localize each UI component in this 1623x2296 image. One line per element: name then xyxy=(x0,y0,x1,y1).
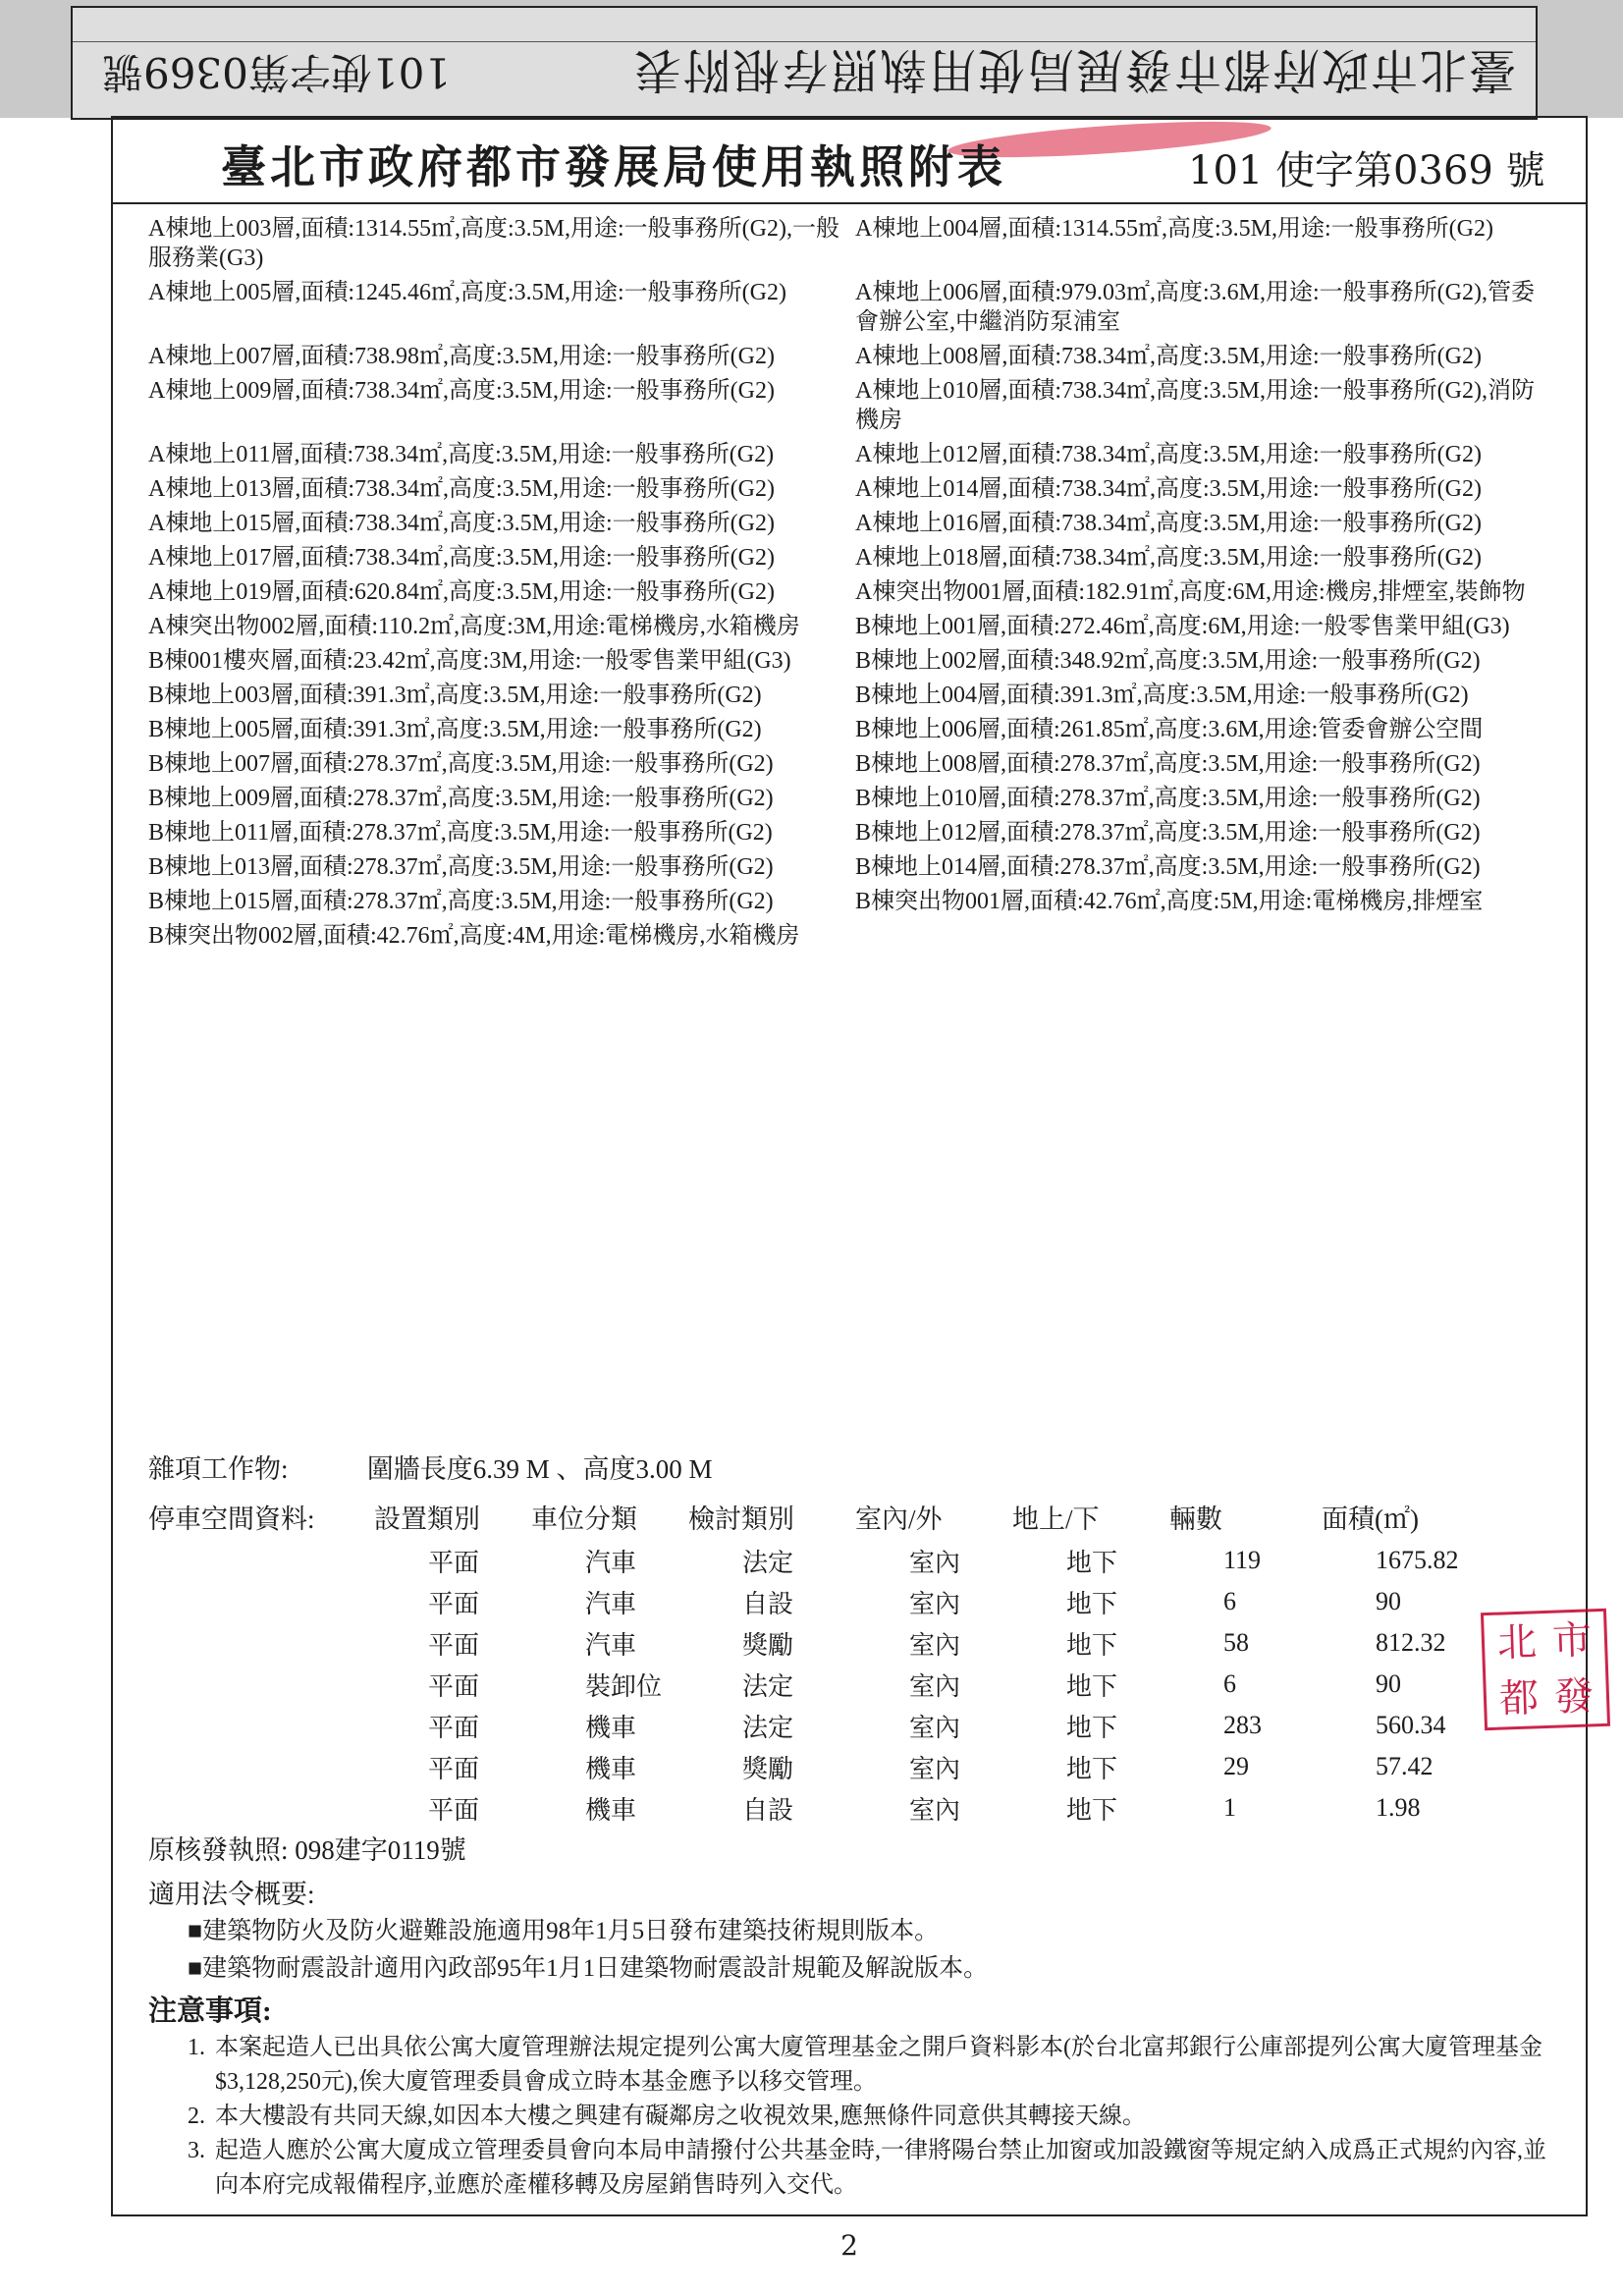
floor-entry: A棟地上003層,面積:1314.55㎡,高度:3.5M,用途:一般事務所(G2),一般服務業(G3) xyxy=(148,216,839,271)
floor-row xyxy=(148,612,1572,641)
floor-row xyxy=(148,852,1572,882)
parking-cell: 地下 xyxy=(1066,1713,1118,1742)
parking-cell: 汽車 xyxy=(585,1589,637,1618)
parking-cell: 法定 xyxy=(742,1713,794,1742)
notes-title: 注意事項: xyxy=(148,1995,272,2027)
floor-entry: B棟突出物002層,面積:42.76㎡,高度:4M,用途:電梯機房,水箱機房 xyxy=(148,923,800,949)
parking-row xyxy=(148,1746,1503,1787)
parking-cell: 室內 xyxy=(909,1795,961,1825)
floor-entry: A棟地上015層,面積:738.34㎡,高度:3.5M,用途:一般事務所(G2) xyxy=(148,511,775,536)
parking-cell: 地下 xyxy=(1066,1671,1118,1701)
parking-header-row xyxy=(148,1493,1503,1540)
note-text: 起造人應於公寓大廈成立管理委員會向本局申請撥付公共基金時,一律將陽台禁止加窗或加設鐵窗等規定納入成爲正式規約內容,並向本府完成報備程序,並應於產權移轉及房屋銷售時列入交代。 xyxy=(215,2138,1546,2198)
floor-row xyxy=(148,278,1572,337)
stub-number: 101使字第0369號 xyxy=(102,48,452,96)
stub-header-box xyxy=(71,6,1538,120)
parking-cell: 地下 xyxy=(1066,1548,1118,1577)
parking-cell: 室內 xyxy=(909,1548,961,1577)
floor-row xyxy=(148,474,1572,504)
parking-label: 停車空間資料: xyxy=(148,1503,315,1534)
parking-cell: 6 xyxy=(1223,1669,1236,1698)
floor-entry xyxy=(855,921,1562,951)
floor-row xyxy=(148,784,1572,813)
document-title: 臺北市政府都市發展局使用執照附表 xyxy=(221,140,1006,193)
parking-col-header: 車位分類 xyxy=(531,1503,637,1534)
floor-row xyxy=(148,376,1572,435)
floor-entry: B棟地上002層,面積:348.92㎡,高度:3.5M,用途:一般事務所(G2) xyxy=(855,648,1481,674)
parking-cell: 58 xyxy=(1223,1628,1249,1657)
floor-entry: A棟地上018層,面積:738.34㎡,高度:3.5M,用途:一般事務所(G2) xyxy=(855,545,1482,571)
floor-row xyxy=(148,440,1572,469)
floor-entry: B棟突出物001層,面積:42.76㎡,高度:5M,用途:電梯機房,排煙室 xyxy=(855,889,1484,914)
floor-entry: B棟地上014層,面積:278.37㎡,高度:3.5M,用途:一般事務所(G2) xyxy=(855,854,1481,880)
law-item: ■建築物耐震設計適用內政部95年1月1日建築物耐震設計規範及解說版本。 xyxy=(188,1955,989,1982)
misc-works xyxy=(148,1448,713,1486)
parking-cell: 獎勵 xyxy=(742,1754,794,1783)
parking-cell: 1 xyxy=(1223,1793,1236,1822)
parking-cell: 平面 xyxy=(428,1548,480,1577)
parking-cell: 平面 xyxy=(428,1589,480,1618)
floor-entry: B棟地上004層,面積:391.3㎡,高度:3.5M,用途:一般事務所(G2) xyxy=(855,683,1469,708)
law-item: ■建築物防火及防火避難設施適用98年1月5日發布建築技術規則版本。 xyxy=(188,1918,940,1944)
applicable-laws xyxy=(148,1876,988,1988)
license-number: 101 使字第0369 號 xyxy=(1188,148,1545,193)
floor-entry: A棟地上008層,面積:738.34㎡,高度:3.5M,用途:一般事務所(G2) xyxy=(855,344,1482,369)
parking-cell: 室內 xyxy=(909,1630,961,1660)
parking-cell: 獎勵 xyxy=(742,1630,794,1660)
parking-row xyxy=(148,1540,1503,1581)
parking-col-header: 地上/下 xyxy=(1012,1503,1100,1534)
note-item xyxy=(148,2031,1560,2100)
note-item xyxy=(148,2134,1560,2203)
floor-row xyxy=(148,543,1572,573)
parking-cell: 機車 xyxy=(585,1754,637,1783)
floor-entry: B棟地上007層,面積:278.37㎡,高度:3.5M,用途:一般事務所(G2) xyxy=(148,751,774,777)
floor-entry: B棟地上006層,面積:261.85㎡,高度:3.6M,用途:管委會辦公空間 xyxy=(855,717,1484,742)
parking-col-header: 檢討類別 xyxy=(688,1503,794,1534)
floor-entry: B棟地上008層,面積:278.37㎡,高度:3.5M,用途:一般事務所(G2) xyxy=(855,751,1481,777)
notes-section xyxy=(148,1989,1560,2203)
note-number: 1. xyxy=(188,2035,205,2060)
original-value: 098建字0119號 xyxy=(295,1835,466,1865)
parking-row xyxy=(148,1622,1503,1664)
parking-col-header: 輛數 xyxy=(1169,1503,1222,1534)
parking-cell: 法定 xyxy=(742,1671,794,1701)
floor-entry: A棟地上017層,面積:738.34㎡,高度:3.5M,用途:一般事務所(G2) xyxy=(148,545,775,571)
parking-table xyxy=(148,1493,1503,1829)
document-frame xyxy=(111,116,1588,2262)
floor-entry: A棟地上013層,面積:738.34㎡,高度:3.5M,用途:一般事務所(G2) xyxy=(148,476,775,502)
floor-row xyxy=(148,681,1572,710)
floor-list xyxy=(148,214,1572,956)
parking-cell: 地下 xyxy=(1066,1630,1118,1660)
parking-cell: 平面 xyxy=(428,1713,480,1742)
stub-flipped-text xyxy=(73,42,1536,116)
floor-entry: A棟地上012層,面積:738.34㎡,高度:3.5M,用途:一般事務所(G2) xyxy=(855,442,1482,467)
laws-title: 適用法令概要: xyxy=(148,1880,315,1909)
floor-row xyxy=(148,749,1572,779)
misc-value: 圍牆長度6.39 M 、高度3.00 M xyxy=(366,1454,713,1484)
parking-cell: 560.34 xyxy=(1376,1711,1446,1739)
floor-entry: B棟地上015層,面積:278.37㎡,高度:3.5M,用途:一般事務所(G2) xyxy=(148,889,774,914)
parking-cell: 室內 xyxy=(909,1754,961,1783)
parking-cell: 自設 xyxy=(742,1795,794,1825)
parking-cell: 室內 xyxy=(909,1713,961,1742)
floor-row xyxy=(148,509,1572,538)
seal-char: 北 xyxy=(1496,1618,1538,1667)
floor-row xyxy=(148,342,1572,371)
floor-entry: A棟地上005層,面積:1245.46㎡,高度:3.5M,用途:一般事務所(G2) xyxy=(148,280,786,305)
parking-col-header: 室內/外 xyxy=(855,1503,943,1534)
floor-entry: A棟地上006層,面積:979.03㎡,高度:3.6M,用途:一般事務所(G2),管委會辦公室,中繼消防泵浦室 xyxy=(855,280,1535,335)
floor-entry: A棟地上011層,面積:738.34㎡,高度:3.5M,用途:一般事務所(G2) xyxy=(148,442,775,467)
floor-row xyxy=(148,887,1572,916)
floor-entry: A棟地上010層,面積:738.34㎡,高度:3.5M,用途:一般事務所(G2),消防機房 xyxy=(855,378,1535,433)
floor-row xyxy=(148,818,1572,847)
parking-col-header: 設置類別 xyxy=(374,1503,480,1534)
parking-cell: 平面 xyxy=(428,1754,480,1783)
floor-entry: B棟001樓夾層,面積:23.42㎡,高度:3M,用途:一般零售業甲組(G3) xyxy=(148,648,791,674)
parking-cell: 地下 xyxy=(1066,1589,1118,1618)
parking-cell: 812.32 xyxy=(1376,1628,1446,1657)
parking-row xyxy=(148,1787,1503,1829)
floor-row xyxy=(148,715,1572,744)
parking-cell: 機車 xyxy=(585,1795,637,1825)
parking-cell: 地下 xyxy=(1066,1795,1118,1825)
parking-col-header: 面積(㎡) xyxy=(1322,1503,1419,1534)
parking-cell: 6 xyxy=(1223,1587,1236,1615)
floor-entry: A棟地上004層,面積:1314.55㎡,高度:3.5M,用途:一般事務所(G2) xyxy=(855,216,1493,242)
parking-row xyxy=(148,1581,1503,1622)
parking-cell: 1675.82 xyxy=(1376,1546,1459,1574)
seal-char: 發 xyxy=(1553,1672,1595,1721)
floor-row xyxy=(148,214,1572,273)
floor-entry: A棟地上019層,面積:620.84㎡,高度:3.5M,用途:一般事務所(G2) xyxy=(148,579,775,605)
parking-cell: 室內 xyxy=(909,1671,961,1701)
seal-char: 市 xyxy=(1551,1616,1593,1665)
parking-cell: 室內 xyxy=(909,1589,961,1618)
floor-entry: A棟地上007層,面積:738.98㎡,高度:3.5M,用途:一般事務所(G2) xyxy=(148,344,775,369)
floor-entry: B棟地上005層,面積:391.3㎡,高度:3.5M,用途:一般事務所(G2) xyxy=(148,717,762,742)
floor-entry: B棟地上011層,面積:278.37㎡,高度:3.5M,用途:一般事務所(G2) xyxy=(148,820,773,846)
floor-entry: B棟地上012層,面積:278.37㎡,高度:3.5M,用途:一般事務所(G2) xyxy=(855,820,1481,846)
floor-entry: A棟地上009層,面積:738.34㎡,高度:3.5M,用途:一般事務所(G2) xyxy=(148,378,775,404)
note-number: 2. xyxy=(188,2104,205,2129)
note-number: 3. xyxy=(188,2138,205,2163)
official-seal-stamp xyxy=(1481,1609,1610,1730)
floor-entry: B棟地上001層,面積:272.46㎡,高度:6M,用途:一般零售業甲組(G3) xyxy=(855,614,1510,639)
note-item xyxy=(148,2100,1560,2134)
floor-entry: B棟地上009層,面積:278.37㎡,高度:3.5M,用途:一般事務所(G2) xyxy=(148,786,774,811)
parking-cell: 汽車 xyxy=(585,1548,637,1577)
seal-char: 都 xyxy=(1498,1674,1540,1722)
parking-cell: 地下 xyxy=(1066,1754,1118,1783)
floor-row xyxy=(148,577,1572,607)
stub-title: 臺北市政府都市發展局使用執照存根附表 xyxy=(631,42,1516,97)
original-label: 原核發執照: xyxy=(148,1835,289,1865)
parking-cell: 裝卸位 xyxy=(585,1671,663,1701)
floor-row xyxy=(148,921,1572,951)
parking-cell: 法定 xyxy=(742,1548,794,1577)
floor-entry: B棟地上010層,面積:278.37㎡,高度:3.5M,用途:一般事務所(G2) xyxy=(855,786,1481,811)
floor-entry: B棟地上013層,面積:278.37㎡,高度:3.5M,用途:一般事務所(G2) xyxy=(148,854,774,880)
parking-cell: 自設 xyxy=(742,1589,794,1618)
floor-entry: A棟地上014層,面積:738.34㎡,高度:3.5M,用途:一般事務所(G2) xyxy=(855,476,1482,502)
floor-entry: A棟地上016層,面積:738.34㎡,高度:3.5M,用途:一般事務所(G2) xyxy=(855,511,1482,536)
page-number: 2 xyxy=(840,2229,858,2262)
parking-cell: 283 xyxy=(1223,1711,1262,1739)
parking-cell: 119 xyxy=(1223,1546,1262,1574)
parking-cell: 機車 xyxy=(585,1713,637,1742)
floor-entry: B棟地上003層,面積:391.3㎡,高度:3.5M,用途:一般事務所(G2) xyxy=(148,683,762,708)
note-text: 本案起造人已出具依公寓大廈管理辦法規定提列公寓大廈管理基金之開戶資料影本(於台北富邦銀行公庫部提列公寓大廈管理基金$3,128,250元),俟大廈管理委員會成立時本基金應予以移交管理。 xyxy=(215,2035,1542,2095)
note-text: 本大樓設有共同天線,如因本大樓之興建有礙鄰房之收視效果,應無條件同意供其轉接天線。 xyxy=(215,2104,1146,2129)
parking-rows xyxy=(148,1540,1503,1829)
parking-cell: 57.42 xyxy=(1376,1752,1434,1780)
document-header xyxy=(113,118,1586,204)
parking-cell: 平面 xyxy=(428,1795,480,1825)
parking-row xyxy=(148,1664,1503,1705)
original-license xyxy=(148,1829,466,1867)
parking-cell: 汽車 xyxy=(585,1630,637,1660)
floor-entry: A棟突出物002層,面積:110.2㎡,高度:3M,用途:電梯機房,水箱機房 xyxy=(148,614,800,639)
misc-label: 雜項工作物: xyxy=(148,1454,289,1484)
floor-row xyxy=(148,646,1572,676)
parking-cell: 90 xyxy=(1376,1587,1401,1615)
floor-entry: A棟突出物001層,面積:182.91㎡,高度:6M,用途:機房,排煙室,裝飾物 xyxy=(855,579,1526,605)
parking-row xyxy=(148,1705,1503,1746)
parking-cell: 29 xyxy=(1223,1752,1249,1780)
parking-cell: 1.98 xyxy=(1376,1793,1421,1822)
parking-cell: 90 xyxy=(1376,1669,1401,1698)
parking-cell: 平面 xyxy=(428,1671,480,1701)
parking-cell: 平面 xyxy=(428,1630,480,1660)
